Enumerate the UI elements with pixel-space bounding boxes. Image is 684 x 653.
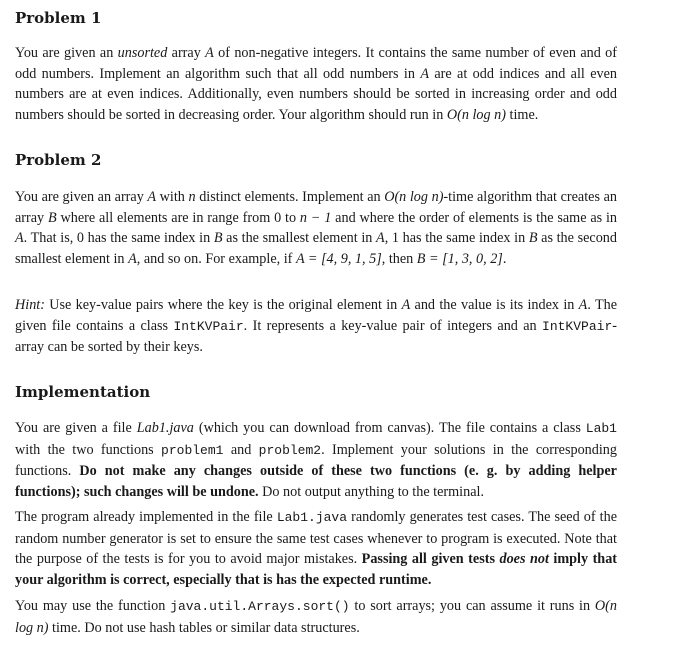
implementation-heading: Implementation <box>15 383 151 401</box>
problem2-heading: Problem 2 <box>15 151 102 169</box>
implementation-para-2: The program already implemented in the file Lab1.java randomly generates test cases. The seed of the random number generator is set to ensure the same test cases whenever to program is executed. Note that the purpose of the tests is for you to avoid major mistakes. Passing all given tests does not imply that your algorithm is correct, especially that is has the expected runtime. <box>15 509 618 588</box>
implementation-para-1: You are given a file Lab1.java (which you can download from canvas). The file contains a class Lab1 with the two functions problem1 and problem2. Implement your solutions in the corresponding functions. Do not make any changes outside of these two functions (e. g. by adding helper functions); such changes will be undone. Do not output anything to the terminal. <box>15 420 617 500</box>
problem1-text: You are given an unsorted array A of non-negative integers. It contains the same number of even and of odd numbers. Implement an algorithm such that all odd numbers in A are at odd indices and all even numbers are at even indices. Additionally, even numbers should be sorted in increasing order and odd numbers should be sorted in decreasing order. Your algorithm should run in O(n log n) time. <box>15 45 617 123</box>
problem1-heading: Problem 1 <box>15 9 102 27</box>
implementation-para-3: You may use the function java.util.Arrays.sort() to sort arrays; you can assume it runs in O(n log n) time. Do not use hash tables or similar data structures. <box>15 598 617 636</box>
problem2-text: You are given an array A with n distinct elements. Implement an O(n log n)-time algorithm that creates an array B where all elements are in range from 0 to n − 1 and where the order of elements is the same as in A. That is, 0 has the same index in B as the smallest element in A, 1 has the same index in B as the second smallest element in A, and so on. For example, if A = [4, 9, 1, 5], then B = [1, 3, 0, 2]. <box>15 189 618 267</box>
problem2-hint: Hint: Use key-value pairs where the key is the original element in A and the value is its index in A. The given file contains a class IntKVPair. It represents a key-value pair of integers and an IntKVPair-array can be sorted by their keys. <box>15 297 617 356</box>
